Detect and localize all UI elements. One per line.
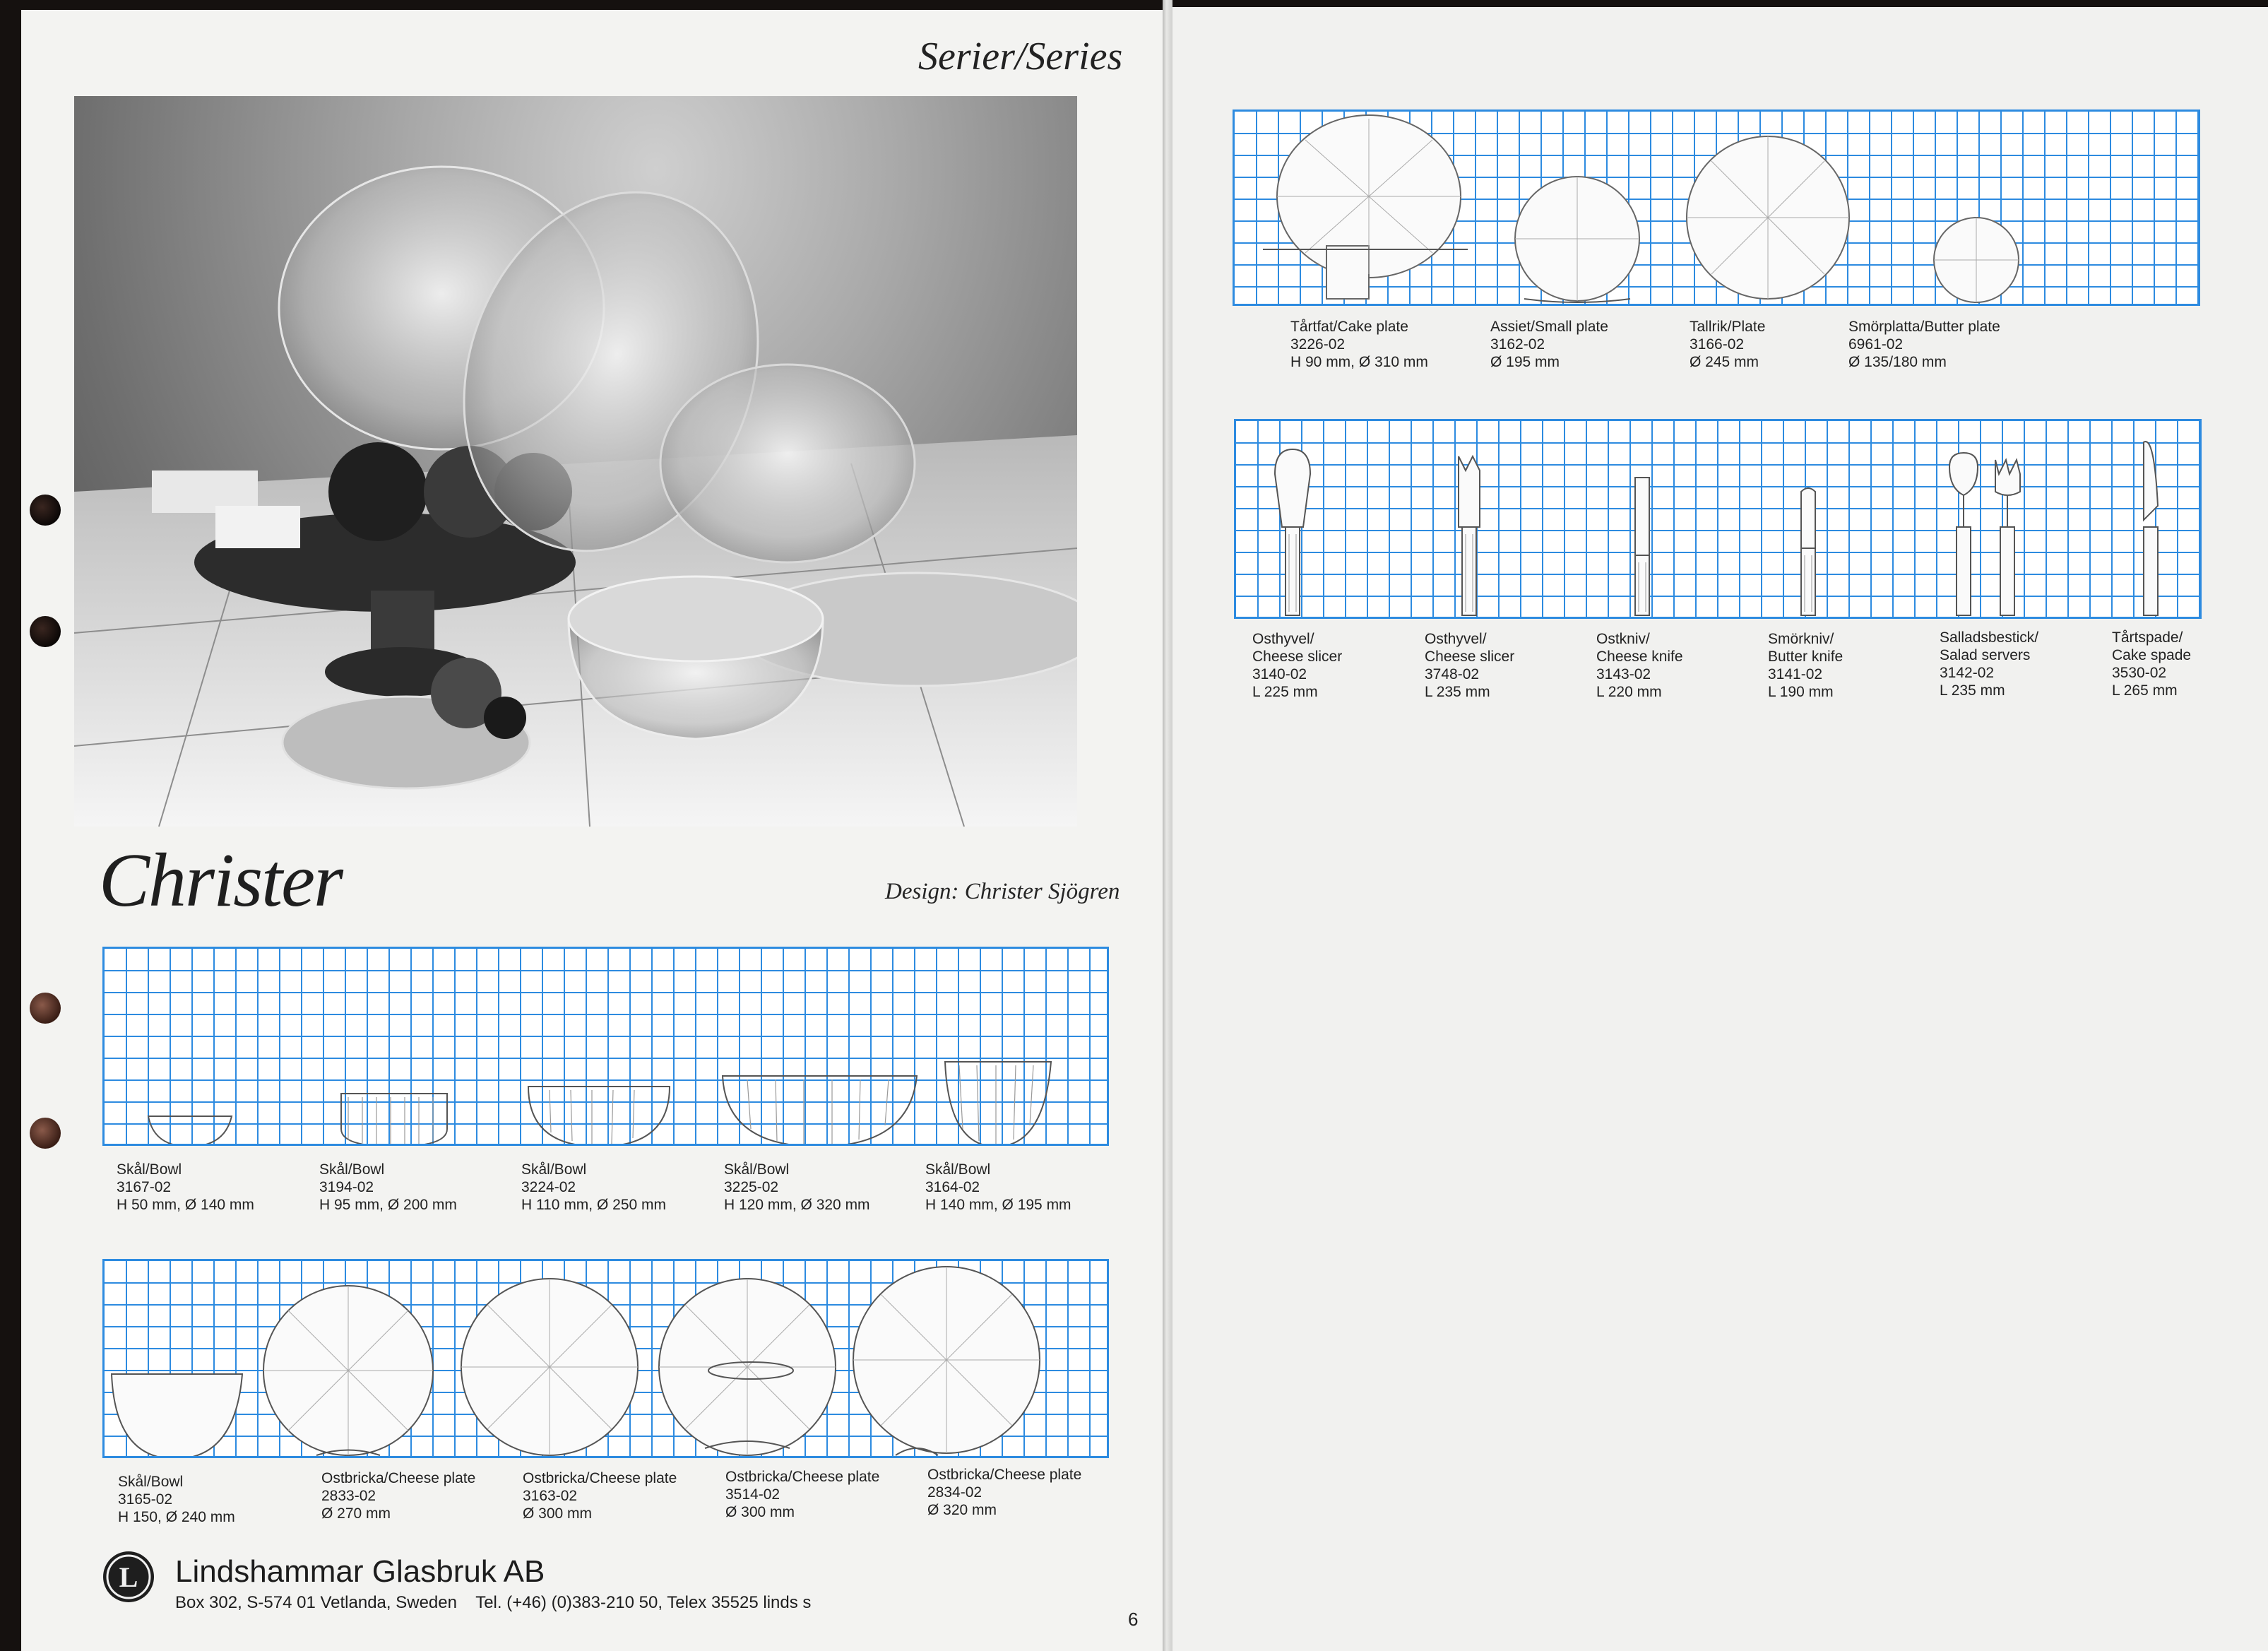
binder-hole xyxy=(30,993,61,1024)
page-number: 6 xyxy=(1128,1609,1139,1630)
product-caption: Ostbricka/Cheese plate 3514-02 Ø 300 mm xyxy=(725,1469,880,1520)
binder-hole xyxy=(30,1118,61,1149)
product-caption: Smörkniv/ Butter knife 3141-02 L 190 mm xyxy=(1768,631,1844,700)
product-caption: Ostbricka/Cheese plate 2834-02 Ø 320 mm xyxy=(927,1467,1082,1518)
product-caption: Osthyvel/ Cheese slicer 3748-02 L 235 mm xyxy=(1425,631,1515,700)
cheese-plate-drawings xyxy=(105,1261,1109,1458)
utensils-grid-panel xyxy=(1234,419,2202,619)
series-name-title: Christer xyxy=(99,839,343,923)
product-caption: Skål/Bowl 3194-02 H 95 mm, Ø 200 mm xyxy=(319,1161,457,1213)
glassware-still-life xyxy=(74,96,1077,827)
company-address: Box 302, S-574 01 Vetlanda, Sweden Tel. (+46) (0)383-210 50, Telex 35525 linds s xyxy=(175,1593,812,1612)
product-caption: Assiet/Small plate 3162-02 Ø 195 mm xyxy=(1490,319,1608,370)
product-caption: Tårtspade/ Cake spade 3530-02 L 265 mm xyxy=(2112,629,2192,699)
binding-spine xyxy=(1163,0,1172,1651)
product-caption: Tårtfat/Cake plate 3226-02 H 90 mm, Ø 310 mm xyxy=(1290,319,1428,370)
bowls-grid-panel xyxy=(102,947,1109,1146)
product-caption: Tallrik/Plate 3166-02 Ø 245 mm xyxy=(1690,319,1766,370)
product-caption: Skål/Bowl 3164-02 H 140 mm, Ø 195 mm xyxy=(925,1161,1071,1213)
product-caption: Osthyvel/ Cheese slicer 3140-02 L 225 mm xyxy=(1252,631,1343,700)
company-logo xyxy=(103,1551,154,1602)
logo-letter: L xyxy=(119,1561,138,1593)
product-caption: Salladsbestick/ Salad servers 3142-02 L 235 mm xyxy=(1940,629,2039,699)
series-header: Serier/Series xyxy=(918,35,1123,78)
utensil-drawings xyxy=(1236,421,2202,619)
product-caption: Ostbricka/Cheese plate 3163-02 Ø 300 mm xyxy=(523,1470,677,1522)
product-caption: Skål/Bowl 3225-02 H 120 mm, Ø 320 mm xyxy=(724,1161,870,1213)
product-caption: Smörplatta/Butter plate 6961-02 Ø 135/180 mm xyxy=(1848,319,2000,370)
company-name: Lindshammar Glasbruk AB xyxy=(175,1554,545,1589)
product-photo xyxy=(74,96,1077,827)
product-caption: Skål/Bowl 3224-02 H 110 mm, Ø 250 mm xyxy=(521,1161,666,1213)
designer-credit: Design: Christer Sjögren xyxy=(885,879,1120,904)
bowl-drawings xyxy=(105,949,1109,1146)
binder-hole xyxy=(30,616,61,647)
product-caption: Skål/Bowl 3167-02 H 50 mm, Ø 140 mm xyxy=(117,1161,254,1213)
product-caption: Ostkniv/ Cheese knife 3143-02 L 220 mm xyxy=(1596,631,1683,700)
binder-hole xyxy=(30,495,61,526)
product-caption: Ostbricka/Cheese plate 2833-02 Ø 270 mm xyxy=(321,1470,476,1522)
product-caption: Skål/Bowl 3165-02 H 150, Ø 240 mm xyxy=(118,1474,235,1525)
cheese-plates-grid-panel xyxy=(102,1259,1109,1458)
logo-mark-icon xyxy=(103,1551,154,1602)
plates-grid-panel xyxy=(1233,110,2200,306)
plate-drawings xyxy=(1235,112,2200,306)
